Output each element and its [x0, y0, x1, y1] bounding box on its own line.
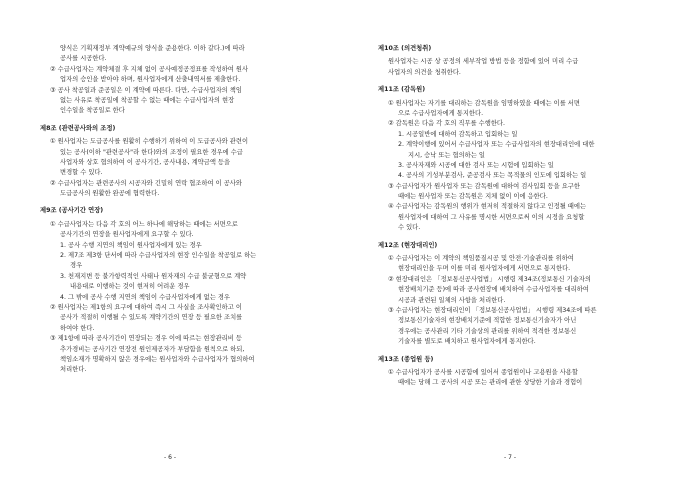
article-heading: 제13조 (종업원 등) [378, 355, 434, 363]
text-line: 원사업자는 시공 상 공정의 세부작업 방법 등을 정함에 있어 미리 수급 [388, 58, 579, 66]
article-heading: 제10조 (의견청취) [378, 45, 432, 52]
text-line: 없는 사유로 착공일에 착공할 수 없는 때에는 수급사업자의 현장 [60, 96, 235, 104]
text-line: 변경할 수 있다. [60, 169, 103, 177]
right-page-number: - 7 - [504, 454, 516, 461]
left-page-number: - 6 - [164, 454, 176, 461]
text-line: 내용대로 이행하는 것이 현저히 어려운 경우 [70, 283, 190, 291]
text-line: 있는 공사(이하 "관련공사"라 한다)와의 조정이 필요한 경우에 수급 [60, 148, 243, 156]
text-line: ① 수급사업자는 이 계약의 책임품질시공 및 안전·기술관리를 위하여 [388, 255, 574, 263]
text-line: 사업자와 상호 협의하여 이 공사기간, 공사내용, 계약금액 등을 [60, 158, 231, 166]
text-line: 으로 수급사업자에게 통지한다. [398, 109, 484, 117]
text-line: 3. 공사자재와 시공에 대한 검사 또는 시험에 입회하는 일 [398, 161, 554, 169]
left-page-text [40, 44, 312, 376]
text-line: ③ 공사 착공일과 준공일은 이 계약에 따른다. 다만, 수급사업자의 책임 [50, 86, 242, 94]
text-line: 정보통신기술자의 현장배치기준에 적합한 정보통신기술자가 아닌 [398, 317, 577, 325]
text-line: 양식은 기획재정부 계약예규의 양식을 준용한다. 이하 같다.)에 따라 [60, 45, 245, 52]
text-line: ② 감독원은 다음 각 호의 직무를 수행한다. [388, 120, 505, 128]
text-line: 공사기간의 연장을 원사업자에게 요구할 수 있다. [60, 231, 194, 239]
text-line: 하여야 한다. [60, 324, 95, 332]
text-line: 지시, 승낙 또는 협의하는 일 [408, 151, 485, 159]
article-heading: 제9조 (공사기간 연장) [40, 207, 104, 215]
text-line: 현장대리인을 두며 이를 미리 원사업자에게 서면으로 통지한다. [398, 265, 571, 273]
text-line: ③ 제1항에 따라 공사기간이 연장되는 경우 이에 따르는 현장관리비 등 [50, 335, 242, 343]
text-line: 처리한다. [60, 366, 87, 374]
text-line: 때에는 원사업자 또는 감독원은 지체 없이 이에 응한다. [398, 193, 548, 201]
text-line: ① 원사업자는 도급공사를 원활히 수행하기 위하여 이 도급공사와 관련이 [50, 138, 249, 146]
text-line: 인수일을 착공일로 한다 [60, 107, 125, 115]
article-heading: 제8조 (관련공사와의 조정) [40, 124, 116, 132]
article-heading: 제11조 (감독원) [378, 86, 426, 94]
text-line: ② 원사업자는 제1항의 요구에 대하여 즉시 그 사실을 조사확인하고 이 [50, 303, 242, 311]
text-line: 원사업자에 대하여 그 사유를 명시한 서면으로써 이의 시정을 요청할 [398, 213, 585, 221]
text-line: 현장배치기준 등)에 따라 공사현장에 배치하여 수급사업자를 대리하여 [398, 286, 589, 294]
text-line: 공사를 시공한다. [60, 55, 107, 63]
text-line: ② 수급사업자는 관련공사의 시공자와 긴밀히 연락 협조하여 이 공사와 [50, 179, 242, 187]
text-line: 기술자를 별도로 배치하고 원사업자에게 통지한다. [398, 338, 536, 346]
text-line: 업자의 승인을 받아야 하며, 원사업자에게 산출내역서를 제출한다. [60, 76, 241, 84]
text-line: 3. 천재지변 등 불가항력적인 사태나 원자재의 수급 불균형으로 계약 [60, 272, 247, 280]
text-line: 수 있다. [398, 224, 421, 232]
text-line: ② 현장대리인은 「정보통신공사업법」 시행령 제34조(정보통신 기술자의 [388, 275, 591, 283]
text-line: ① 원사업자는 자기를 대리하는 감독원을 임명하였을 때에는 이를 서면 [388, 99, 580, 107]
right-page [340, 0, 680, 481]
text-line: 시공과 관련된 일체의 사항을 처리한다. [398, 296, 506, 304]
text-line: 도급공사의 원활한 완공에 협력한다. [60, 190, 160, 198]
text-line: 1. 공사 수행 지연의 책임이 원사업자에게 있는 경우 [60, 241, 202, 249]
text-line: 2. 계약이행에 있어서 수급사업자 또는 수급사업자의 현장대리인에 대한 [398, 141, 595, 149]
text-line: 1. 시공일반에 대하여 감독하고 입회하는 일 [398, 130, 518, 138]
text-line: ④ 수급사업자는 감독원의 행위가 현저히 적절하지 않다고 인정될 때에는 [388, 203, 587, 211]
right-page-text [378, 44, 654, 389]
text-line: ② 수급사업자는 계약체결 후 지체 없이 공사예정공정표를 작성하여 원사 [50, 65, 249, 73]
text-line: 책임소재가 명확하지 않은 경우에는 원사업자와 수급사업자가 협의하여 [60, 355, 255, 363]
text-line: 4. 공사의 기성부분검사, 준공검사 또는 목적물의 인도에 입회하는 일 [398, 172, 587, 180]
text-line: ③ 수급사업자가 원사업자 또는 감독원에 대하여 검사입회 등을 요구한 [388, 182, 580, 190]
text-line: 4. 그 밖에 공사 수행 지연의 책임이 수급사업자에게 없는 경우 [60, 293, 231, 301]
text-line: 때에는 당해 그 공사의 시공 또는 관리에 관한 상당한 기술과 경험이 [398, 379, 583, 387]
text-line: 추가경비는 공사기간 연장전 원인제공자가 부담함을 원칙으로 하되, [60, 345, 245, 353]
text-line: 사업자의 의견을 청취한다. [388, 68, 461, 76]
text-line: ① 수급사업자가 공사를 시공함에 있어서 종업원이나 고용원을 사용할 [388, 368, 578, 376]
text-line: 공사가 적절히 이행될 수 있도록 계약기간의 연장 등 필요한 조치를 [60, 314, 243, 322]
text-line: ③ 수급사업자는 현장대리인이 「정보통신공사업법」 시행령 제34조에 따른 [388, 306, 597, 314]
text-line: ① 수급사업자는 다음 각 호의 어느 하나에 해당하는 때에는 서면으로 [50, 220, 238, 228]
text-line: 경우 [70, 262, 83, 270]
text-line: 경우에는 공사관리 기타 기술상의 관리를 위하여 적격한 정보통신 [398, 327, 577, 335]
article-heading: 제12조 (현장대리인) [378, 241, 438, 249]
text-line: 2. 제7조 제3항 단서에 따라 수급사업자의 현장 인수일을 착공일로 하는 [60, 252, 257, 260]
